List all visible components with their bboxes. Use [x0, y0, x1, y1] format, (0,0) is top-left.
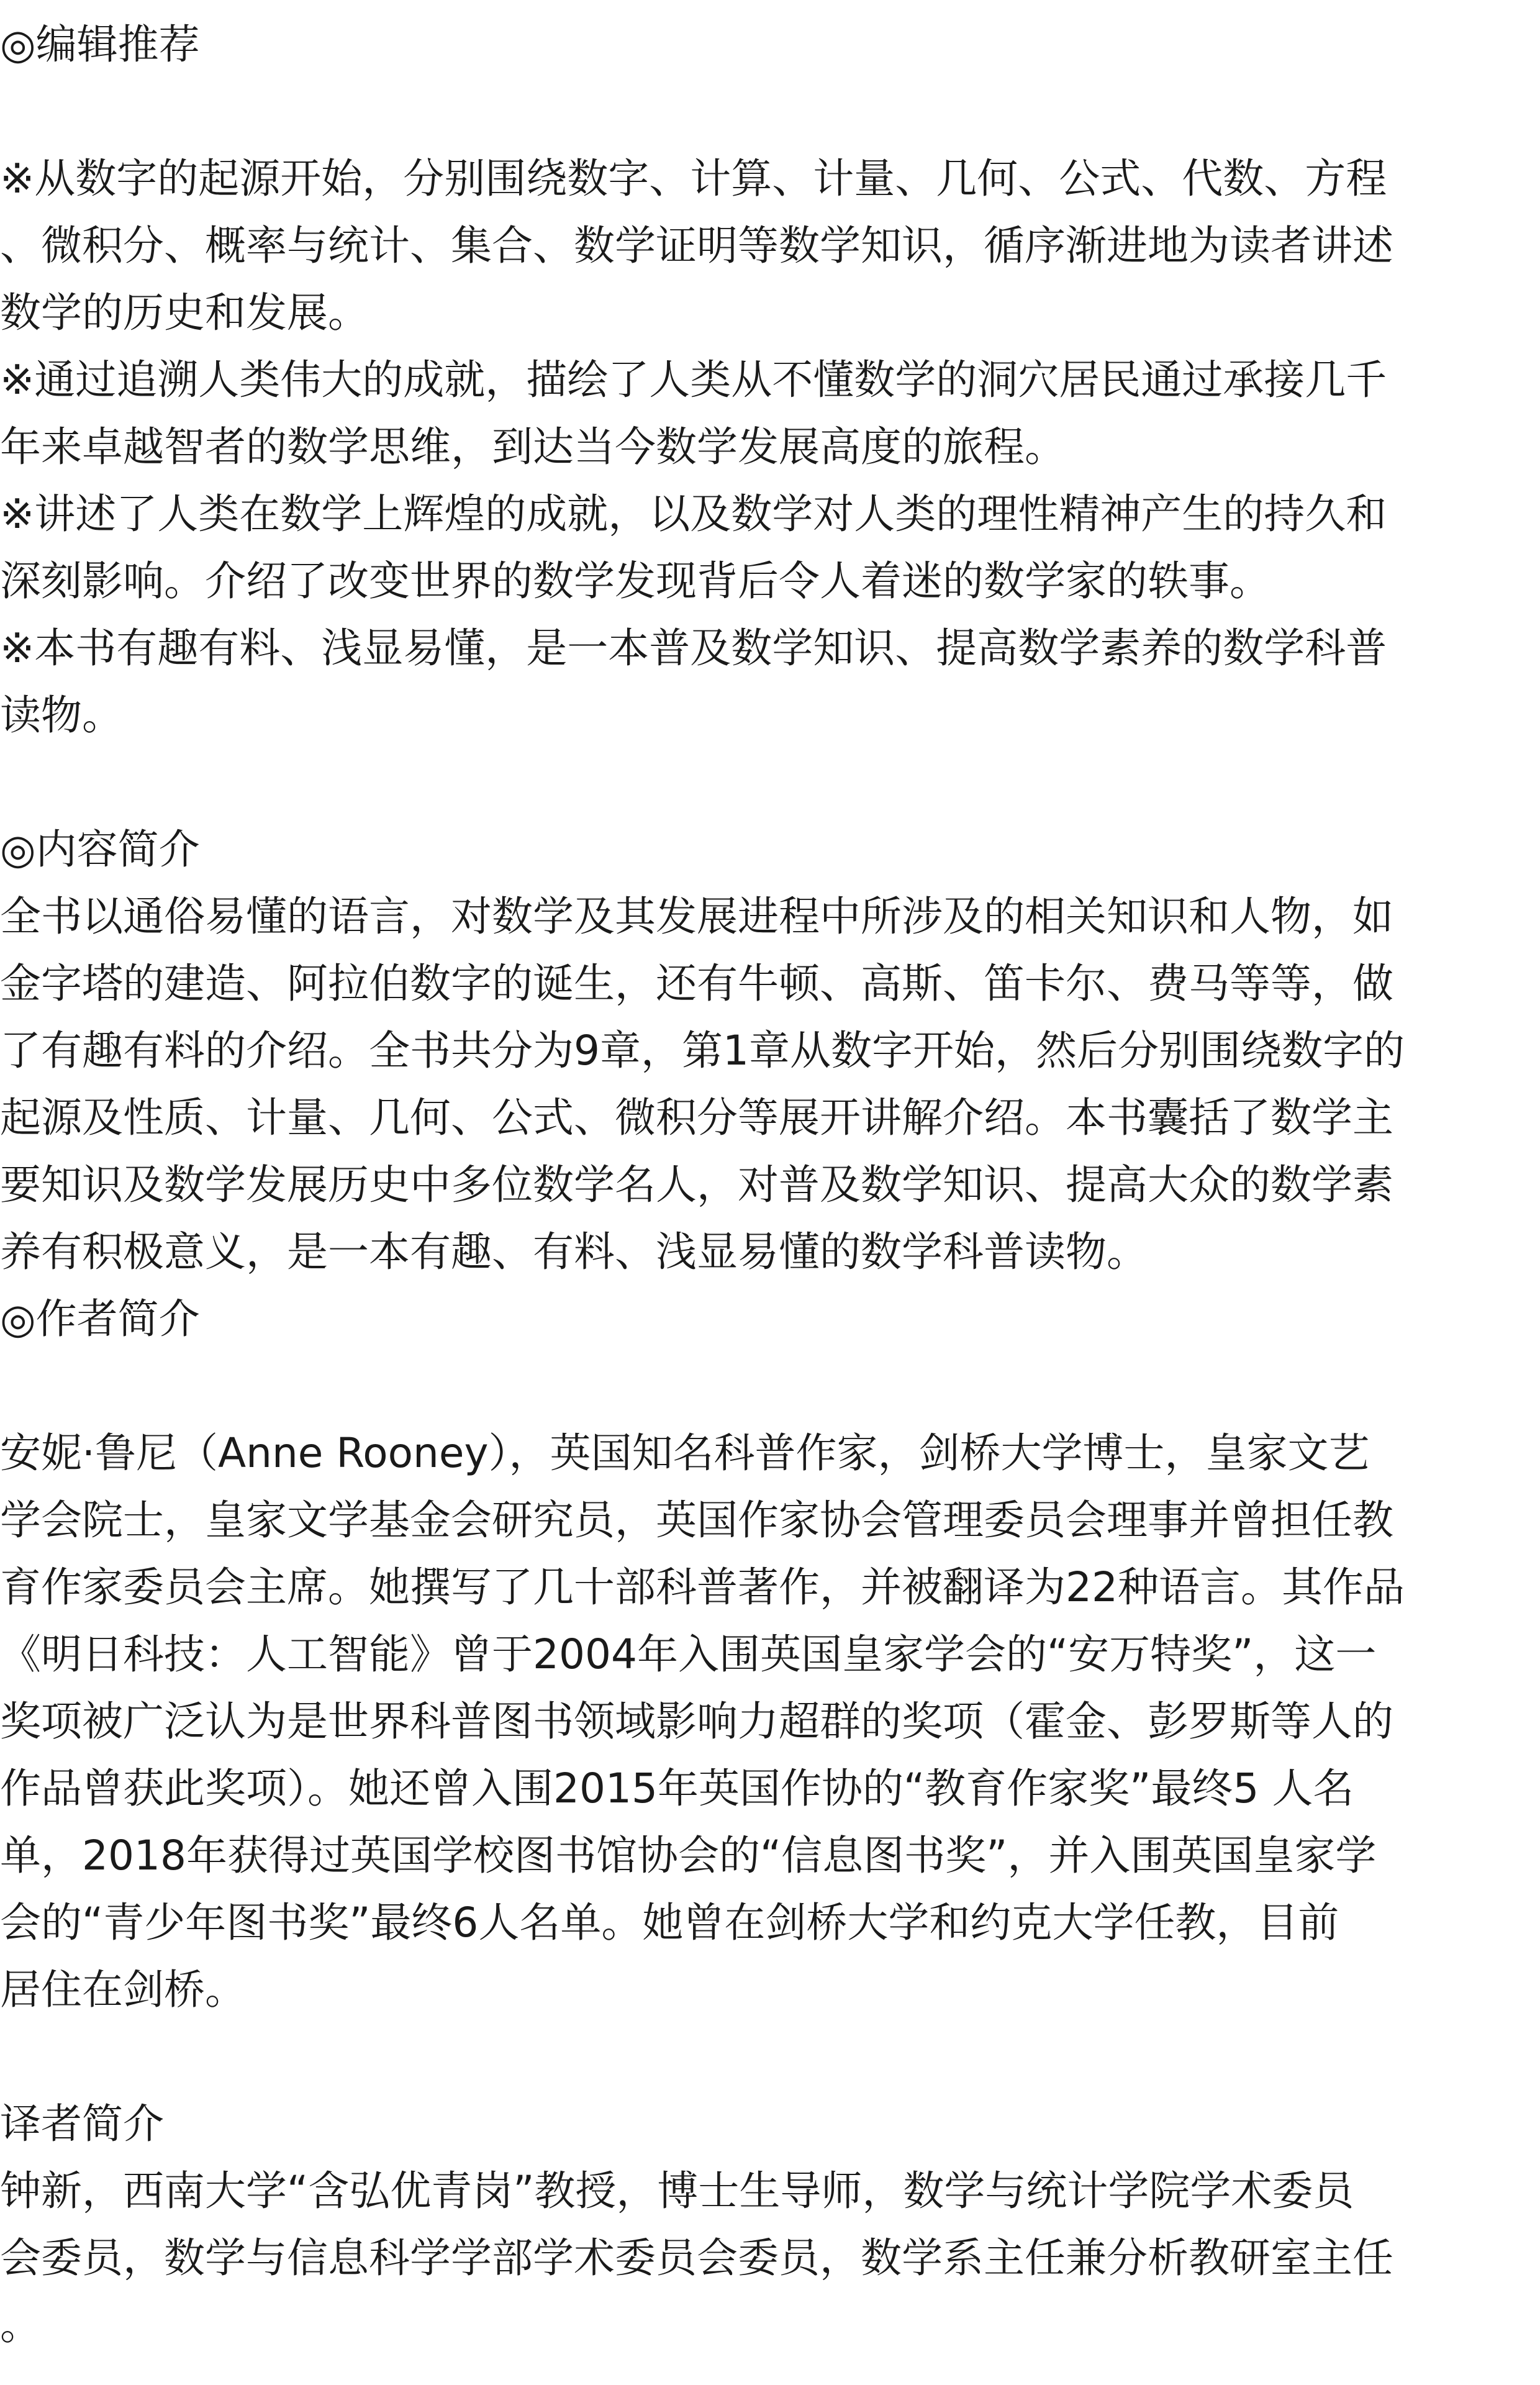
text-line: 育作家委员会主席。她撰写了几十部科普著作，并被翻译为22种语言。其作品: [0, 1563, 1405, 1611]
section-heading-author-intro: ◎作者简介: [0, 1295, 200, 1343]
text-line: 奖项被广泛认为是世界科普图书领域影响力超群的奖项（霍金、彭罗斯等人的: [0, 1697, 1393, 1745]
spacer: [0, 749, 1540, 816]
text-line: 金字塔的建造、阿拉伯数字的诞生，还有牛顿、高斯、笛卡尔、费马等等，做: [0, 960, 1393, 1007]
text-line: 会委员，数学与信息科学学部学术委员会委员，数学系主任兼分析教研室主任: [0, 2234, 1393, 2282]
text-line: 《明日科技：人工智能》曾于2004年入围英国皇家学会的“安万特奖”，这一: [0, 1630, 1377, 1678]
text-line: 养有积极意义，是一本有趣、有料、浅显易懂的数学科普读物。: [0, 1228, 1148, 1276]
text-line: 了有趣有料的介绍。全书共分为9章，第1章从数字开始，然后分别围绕数字的: [0, 1027, 1405, 1074]
spacer: [0, 1353, 1540, 1420]
text-line: ※通过追溯人类伟大的成就，描绘了人类从不懂数学的洞穴居民通过承接几千: [0, 356, 1387, 404]
text-line: 。: [0, 2301, 41, 2349]
text-line: 钟新，西南大学“含弘优青岗”教授，博士生导师，数学与统计学院学术委员: [0, 2167, 1354, 2215]
text-line: 要知识及数学发展历史中多位数学名人，对普及数学知识、提高大众的数学素: [0, 1161, 1393, 1209]
text-line: ※本书有趣有料、浅显易懂，是一本普及数学知识、提高数学素养的数学科普: [0, 624, 1387, 672]
section-heading-translator-intro: 译者简介: [0, 2100, 164, 2148]
text-line: 作品曾获此奖项）。她还曾入围2015年英国作协的“教育作家奖”最终5 人名: [0, 1765, 1354, 1812]
text-line: 学会院士，皇家文学基金会研究员，英国作家协会管理委员会理事并曾担任教: [0, 1496, 1393, 1544]
text-line: 、微积分、概率与统计、集合、数学证明等数学知识，循序渐进地为读者讲述: [0, 222, 1393, 270]
text-line: 读物。: [0, 691, 123, 739]
spacer: [0, 2024, 1540, 2091]
section-heading-editor-recommendation: ◎编辑推荐: [0, 20, 200, 68]
text-line: 起源及性质、计量、几何、公式、微积分等展开讲解介绍。本书囊括了数学主: [0, 1094, 1393, 1142]
text-line: 全书以通俗易懂的语言，对数学及其发展进程中所涉及的相关知识和人物，如: [0, 893, 1393, 940]
text-line: 数学的历史和发展。: [0, 289, 369, 337]
text-line: 居住在剑桥。: [0, 1966, 246, 2014]
text-line: 年来卓越智者的数学思维，到达当今数学发展高度的旅程。: [0, 423, 1066, 471]
text-line: 深刻影响。介绍了改变世界的数学发现背后令人着迷的数学家的轶事。: [0, 557, 1270, 605]
text-line: ※从数字的起源开始，分别围绕数字、计算、计量、几何、公式、代数、方程: [0, 155, 1387, 202]
text-line: 单，2018年获得过英国学校图书馆协会的“信息图书奖”，并入围英国皇家学: [0, 1832, 1377, 1879]
text-line: 会的“青少年图书奖”最终6人名单。她曾在剑桥大学和约克大学任教，目前: [0, 1899, 1339, 1947]
spacer: [0, 78, 1540, 145]
section-heading-content-summary: ◎内容简介: [0, 825, 200, 873]
text-line: 安妮·鲁尼（Anne Rooney），英国知名科普作家，剑桥大学博士，皇家文艺: [0, 1429, 1370, 1477]
text-line: ※讲述了人类在数学上辉煌的成就，以及数学对人类的理性精神产生的持久和: [0, 490, 1387, 538]
